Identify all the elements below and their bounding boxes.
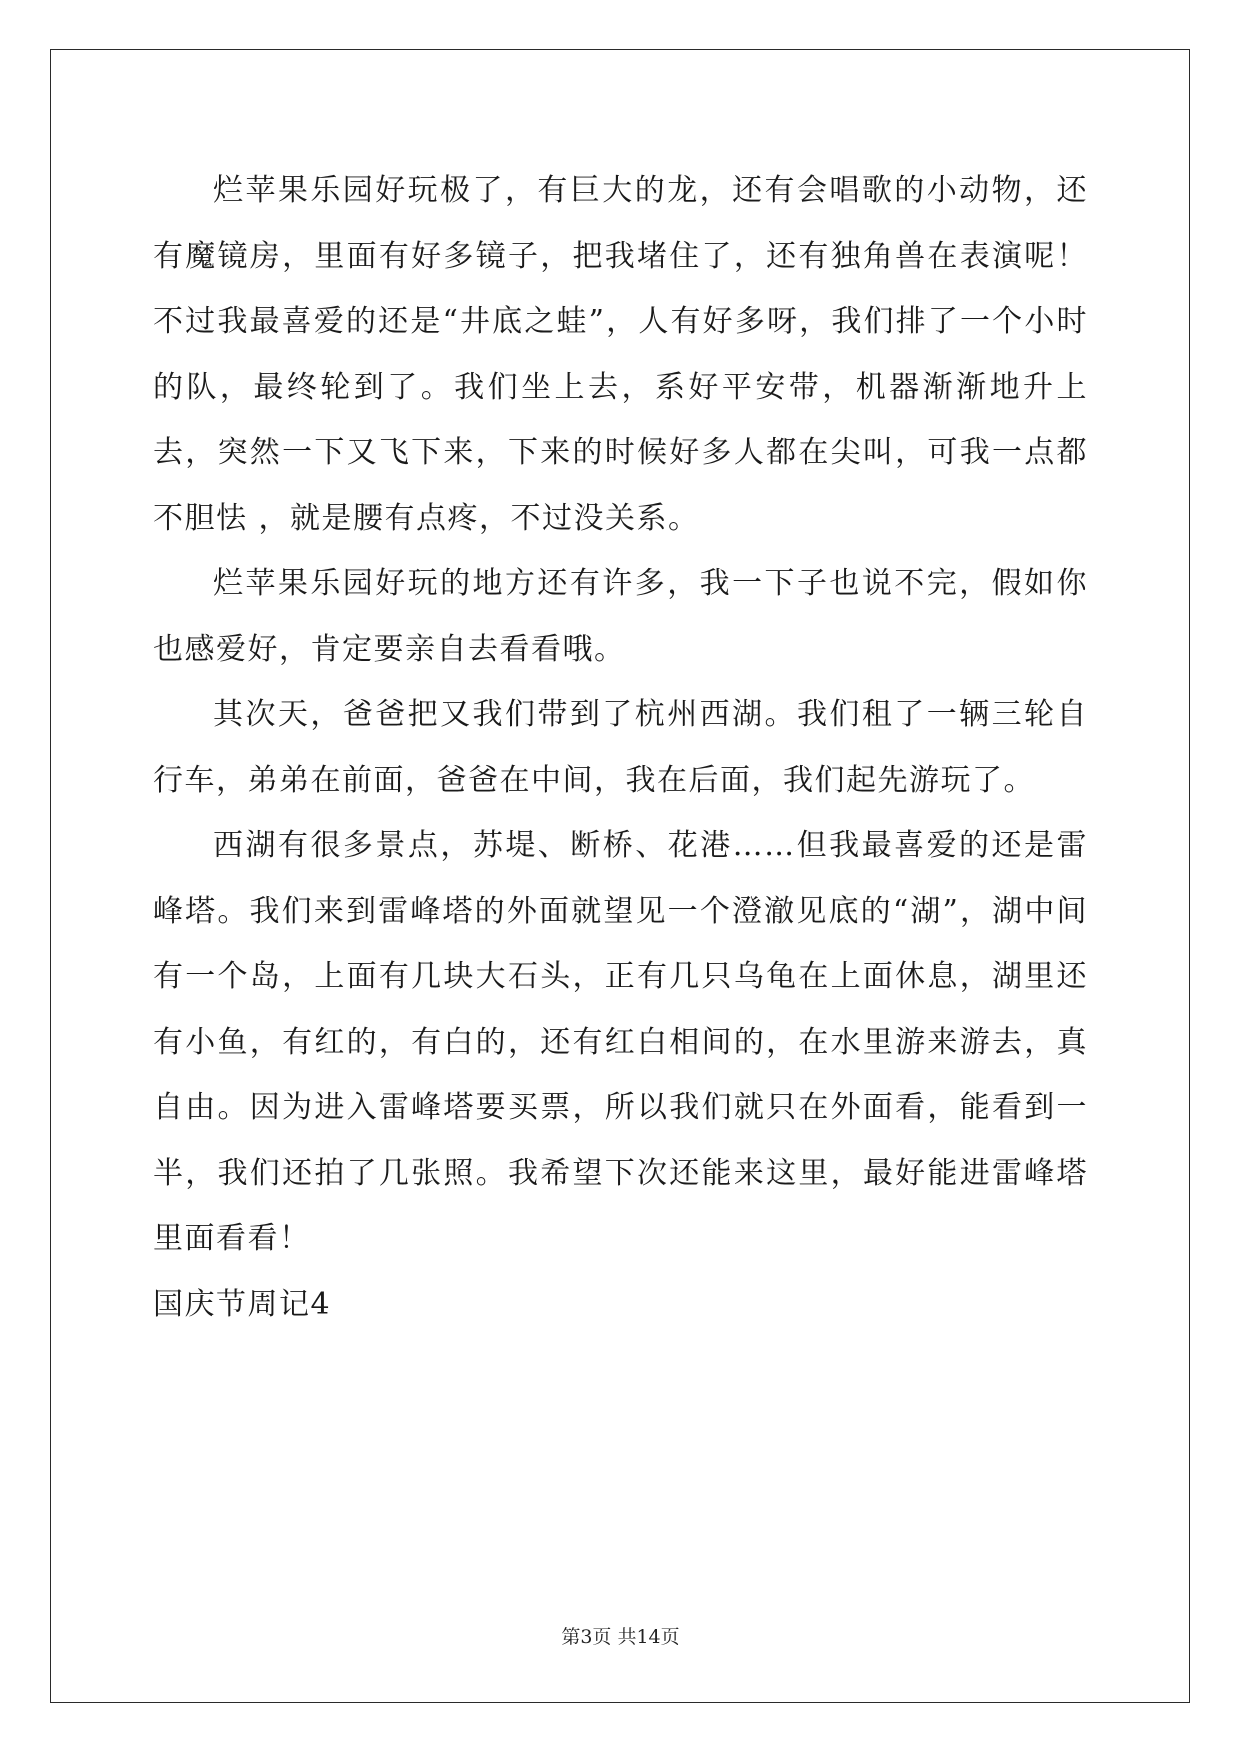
document-body (153, 158, 1088, 1337)
paragraph-1: 烂苹果乐园好玩极了，有巨大的龙，还有会唱歌的小动物，还有魔镜房，里面有好多镜子，把我堵住了，还有独角兽在表演呢！不过我最喜爱的还是“井底之蛙”，人有好多呀，我们排了一个小时的队，最终轮到了。我们坐上去，系好平安带，机器渐渐地升上去，突然一下又飞下来，下来的时候好多人都在尖叫，可我一点都不胆怯 ，就是腰有点疼，不过没关系。 (153, 173, 1088, 536)
paragraph-3: 其次天，爸爸把又我们带到了杭州西湖。我们租了一辆三轮自行车，弟弟在前面，爸爸在中间，我在后面，我们起先游玩了。 (153, 697, 1088, 798)
page-number-footer: 第3页 共14页 (561, 1626, 680, 1648)
paragraph-4: 西湖有很多景点，苏堤、断桥、花港……但我最喜爱的还是雷峰塔。我们来到雷峰塔的外面就望见一个澄澈见底的“湖”，湖中间有一个岛，上面有几块大石头，正有几只乌龟在上面休息，湖里还有小鱼，有红的，有白的，还有红白相间的，在水里游来游去，真自由。因为进入雷峰塔要买票，所以我们就只在外面看，能看到一半，我们还拍了几张照。我希望下次还能来这里，最好能进雷峰塔里面看看！ (153, 828, 1088, 1256)
section-heading: 国庆节周记4 (153, 1286, 332, 1322)
paragraph-2: 烂苹果乐园好玩的地方还有许多，我一下子也说不完，假如你也感爱好，肯定要亲自去看看哦。 (153, 566, 1088, 667)
